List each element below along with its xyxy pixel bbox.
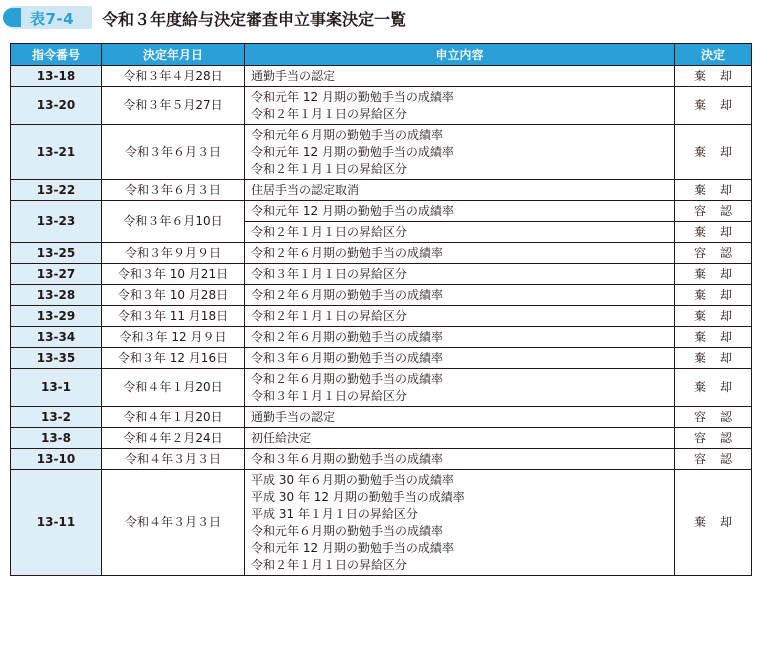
decision-table xyxy=(10,43,752,576)
cell-id: 13-10 xyxy=(11,449,102,470)
cell-date: 令和３年 10 月28日 xyxy=(102,285,245,306)
content-line: 令和元年 12 月期の勤勉手当の成績率 xyxy=(251,540,454,555)
table-row xyxy=(11,87,752,125)
table-row xyxy=(11,470,752,576)
cell-decision: 棄却 xyxy=(675,285,752,306)
content-line: 令和元年 12 月期の勤勉手当の成績率 xyxy=(251,144,454,159)
table-title: 令和３年度給与決定審査申立事案決定一覧 xyxy=(102,10,407,29)
tab-accent-shape xyxy=(3,8,21,27)
cell-decision: 棄却 xyxy=(675,264,752,285)
cell-decision: 容認 xyxy=(675,201,752,222)
cell-date: 令和４年３月３日 xyxy=(102,470,245,576)
cell-content xyxy=(245,428,675,449)
header-date: 決定年月日 xyxy=(102,44,245,66)
content-line: 令和２年１月１日の昇給区分 xyxy=(251,106,408,121)
table-row xyxy=(11,449,752,470)
cell-date: 令和３年９月９日 xyxy=(102,243,245,264)
table-row xyxy=(11,327,752,348)
content-line: 令和３年６月期の勤勉手当の成績率 xyxy=(251,451,444,466)
cell-decision: 棄却 xyxy=(675,87,752,125)
cell-id: 13-11 xyxy=(11,470,102,576)
content-line: 住居手当の認定取消 xyxy=(251,182,360,197)
cell-content xyxy=(245,327,675,348)
table-body xyxy=(11,66,752,576)
cell-content xyxy=(245,369,675,407)
cell-decision: 棄却 xyxy=(675,66,752,87)
cell-content xyxy=(245,180,675,201)
cell-date: 令和３年 12 月９日 xyxy=(102,327,245,348)
cell-decision: 容認 xyxy=(675,428,752,449)
cell-content xyxy=(245,125,675,180)
content-line: 平成 30 年６月期の勤勉手当の成績率 xyxy=(251,472,454,487)
cell-content xyxy=(245,222,675,243)
content-line: 令和２年６月期の勤勉手当の成績率 xyxy=(251,245,444,260)
content-line: 通勤手当の認定 xyxy=(251,409,336,424)
table-row xyxy=(11,201,752,222)
table-row xyxy=(11,285,752,306)
cell-decision: 棄却 xyxy=(675,222,752,243)
cell-content xyxy=(245,201,675,222)
table-row xyxy=(11,125,752,180)
header-id: 指令番号 xyxy=(11,44,102,66)
content-line: 令和２年１月１日の昇給区分 xyxy=(251,224,408,239)
cell-id: 13-20 xyxy=(11,87,102,125)
header-decision: 決定 xyxy=(675,44,752,66)
table-header-row xyxy=(11,44,752,66)
cell-decision: 棄却 xyxy=(675,327,752,348)
table-row xyxy=(11,180,752,201)
header-content: 申立内容 xyxy=(245,44,675,66)
cell-content xyxy=(245,348,675,369)
cell-id: 13-1 xyxy=(11,369,102,407)
cell-content xyxy=(245,66,675,87)
table-row xyxy=(11,348,752,369)
cell-date: 令和４年１月20日 xyxy=(102,369,245,407)
table-row xyxy=(11,243,752,264)
cell-date: 令和３年４月28日 xyxy=(102,66,245,87)
cell-decision: 容認 xyxy=(675,449,752,470)
table-row xyxy=(11,369,752,407)
table-row xyxy=(11,407,752,428)
content-line: 令和元年６月期の勤勉手当の成績率 xyxy=(251,523,444,538)
content-line: 令和元年６月期の勤勉手当の成績率 xyxy=(251,127,444,142)
cell-decision: 容認 xyxy=(675,407,752,428)
cell-date: 令和３年 11 月18日 xyxy=(102,306,245,327)
table-number-tab xyxy=(4,6,92,29)
cell-content xyxy=(245,264,675,285)
cell-id: 13-29 xyxy=(11,306,102,327)
table-row xyxy=(11,264,752,285)
cell-id: 13-21 xyxy=(11,125,102,180)
cell-date: 令和３年 10 月21日 xyxy=(102,264,245,285)
cell-id: 13-27 xyxy=(11,264,102,285)
cell-content xyxy=(245,407,675,428)
cell-id: 13-34 xyxy=(11,327,102,348)
cell-id: 13-8 xyxy=(11,428,102,449)
content-line: 令和元年 12 月期の勤勉手当の成績率 xyxy=(251,203,454,218)
cell-date: 令和３年５月27日 xyxy=(102,87,245,125)
content-line: 令和２年６月期の勤勉手当の成績率 xyxy=(251,287,444,302)
cell-date: 令和３年６月３日 xyxy=(102,125,245,180)
table-number: 表7-4 xyxy=(30,10,75,28)
table-row xyxy=(11,428,752,449)
cell-content xyxy=(245,470,675,576)
table-title-bar xyxy=(0,0,760,36)
cell-decision: 棄却 xyxy=(675,180,752,201)
content-line: 令和３年１月１日の昇給区分 xyxy=(251,388,408,403)
cell-id: 13-22 xyxy=(11,180,102,201)
cell-decision: 棄却 xyxy=(675,306,752,327)
table-row xyxy=(11,66,752,87)
cell-content xyxy=(245,243,675,264)
cell-id: 13-18 xyxy=(11,66,102,87)
cell-content xyxy=(245,285,675,306)
cell-decision: 棄却 xyxy=(675,369,752,407)
content-line: 令和２年６月期の勤勉手当の成績率 xyxy=(251,329,444,344)
cell-id: 13-23 xyxy=(11,201,102,243)
cell-date: 令和３年６月10日 xyxy=(102,201,245,243)
cell-date: 令和３年 12 月16日 xyxy=(102,348,245,369)
content-line: 令和２年１月１日の昇給区分 xyxy=(251,161,408,176)
cell-date: 令和４年３月３日 xyxy=(102,449,245,470)
content-line: 通勤手当の認定 xyxy=(251,68,336,83)
cell-date: 令和４年２月24日 xyxy=(102,428,245,449)
cell-content xyxy=(245,87,675,125)
content-line: 平成 30 年 12 月期の勤勉手当の成績率 xyxy=(251,489,465,504)
cell-id: 13-2 xyxy=(11,407,102,428)
content-line: 初任給決定 xyxy=(251,430,312,445)
cell-decision: 棄却 xyxy=(675,470,752,576)
cell-decision: 容認 xyxy=(675,243,752,264)
cell-id: 13-28 xyxy=(11,285,102,306)
content-line: 令和２年１月１日の昇給区分 xyxy=(251,557,408,572)
content-line: 令和元年 12 月期の勤勉手当の成績率 xyxy=(251,89,454,104)
content-line: 平成 31 年１月１日の昇給区分 xyxy=(251,506,418,521)
cell-id: 13-35 xyxy=(11,348,102,369)
cell-decision: 棄却 xyxy=(675,348,752,369)
content-line: 令和３年１月１日の昇給区分 xyxy=(251,266,408,281)
content-line: 令和３年６月期の勤勉手当の成績率 xyxy=(251,350,444,365)
cell-decision: 棄却 xyxy=(675,125,752,180)
cell-date: 令和３年６月３日 xyxy=(102,180,245,201)
cell-content xyxy=(245,306,675,327)
table-row xyxy=(11,306,752,327)
content-line: 令和２年１月１日の昇給区分 xyxy=(251,308,408,323)
cell-id: 13-25 xyxy=(11,243,102,264)
content-line: 令和２年６月期の勤勉手当の成績率 xyxy=(251,371,444,386)
cell-content xyxy=(245,449,675,470)
cell-date: 令和４年１月20日 xyxy=(102,407,245,428)
